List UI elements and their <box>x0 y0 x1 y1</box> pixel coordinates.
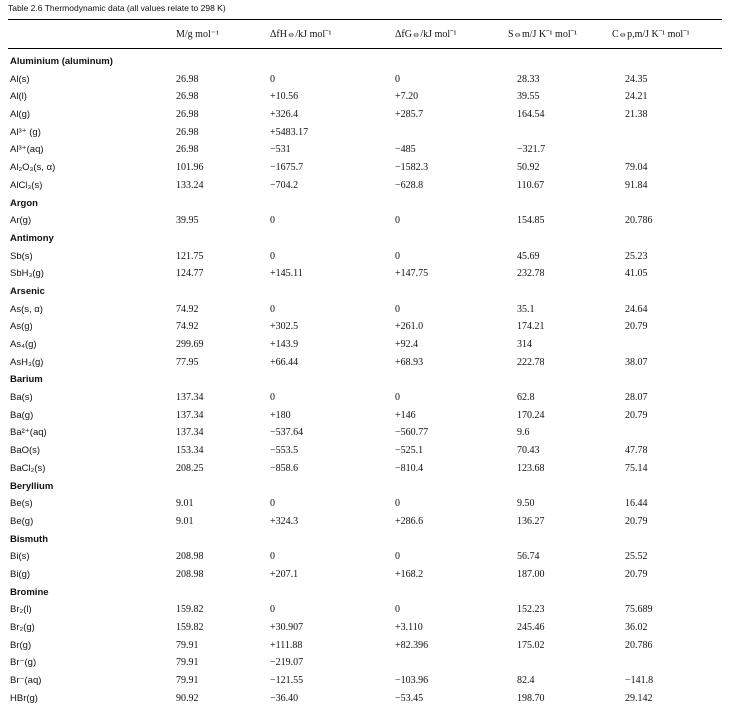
enthalpy-cell: +30.907 <box>270 622 304 633</box>
heat-capacity-cell: 91.84 <box>625 179 648 191</box>
element-group-heading: Beryllium <box>10 480 54 492</box>
enthalpy-cell: +111.88 <box>270 639 303 651</box>
gibbs-cell: −560.77 <box>395 427 429 439</box>
heat-capacity-cell: 25.52 <box>625 551 648 563</box>
entropy-cell: 9.6 <box>517 427 530 439</box>
table-row <box>0 212 730 230</box>
substance-cell: As(s, α) <box>10 303 43 315</box>
molar-mass-cell: 26.98 <box>176 91 199 103</box>
table-row <box>0 654 730 672</box>
heat-capacity-cell: 28.07 <box>625 392 648 404</box>
enthalpy-cell: 0 <box>270 551 275 563</box>
enthalpy-cell: −36.40 <box>270 692 299 704</box>
entropy-cell: 39.55 <box>517 91 540 103</box>
substance-cell: Al³⁺ (g) <box>10 126 41 138</box>
enthalpy-cell: 0 <box>270 73 275 85</box>
entropy-cell: 232.78 <box>517 268 545 280</box>
group-row <box>0 53 730 71</box>
heat-capacity-cell: 20.79 <box>625 568 648 580</box>
heat-capacity-cell: 36.02 <box>625 622 648 633</box>
table-row <box>0 265 730 283</box>
gibbs-cell: 0 <box>395 604 400 616</box>
substance-cell: Al₂O₃(s, α) <box>10 162 56 174</box>
gibbs-cell: +92.4 <box>395 339 419 350</box>
entropy-cell: 110.67 <box>517 179 545 191</box>
heat-capacity-cell: 24.64 <box>625 303 648 315</box>
entropy-cell: 45.69 <box>517 250 540 262</box>
gibbs-cell: +168.2 <box>395 568 424 580</box>
table-caption: Table 2.6 Thermodynamic data (all values relate to 298 K) <box>8 3 226 13</box>
element-group-heading: Bismuth <box>10 533 48 545</box>
table-row <box>0 177 730 195</box>
element-group-heading: Aluminium (aluminum) <box>10 56 113 67</box>
heat-capacity-cell: 75.14 <box>625 462 648 474</box>
molar-mass-cell: 26.98 <box>176 126 199 138</box>
molar-mass-cell: 9.01 <box>176 498 194 510</box>
heat-capacity-cell: 24.35 <box>625 73 648 85</box>
heat-capacity-cell: 38.07 <box>625 356 648 368</box>
substance-cell: BaCl₂(s) <box>10 462 46 474</box>
substance-cell: Br₂(l) <box>10 604 32 616</box>
table-row <box>0 301 730 319</box>
molar-mass-cell: 137.34 <box>176 409 204 421</box>
enthalpy-cell: −1675.7 <box>270 162 304 174</box>
gibbs-cell: 0 <box>395 215 400 227</box>
gibbs-cell: 0 <box>395 498 400 510</box>
enthalpy-cell: +145.11 <box>270 268 303 280</box>
gibbs-cell: +68.93 <box>395 356 424 368</box>
group-row <box>0 195 730 213</box>
molar-mass-cell: 159.82 <box>176 604 204 616</box>
entropy-cell: 164.54 <box>517 109 545 121</box>
enthalpy-cell: +66.44 <box>270 356 299 368</box>
gibbs-cell: −103.96 <box>395 675 429 687</box>
entropy-cell: 174.21 <box>517 321 545 333</box>
substance-cell: AsH₃(g) <box>10 356 44 368</box>
gibbs-cell: +146 <box>395 409 416 421</box>
gibbs-cell: +286.6 <box>395 515 424 527</box>
table-row <box>0 71 730 89</box>
enthalpy-cell: −219.07 <box>270 657 304 669</box>
substance-cell: HBr(g) <box>10 692 38 704</box>
molar-mass-cell: 208.98 <box>176 568 204 580</box>
substance-cell: Bi(s) <box>10 551 30 563</box>
enthalpy-cell: +180 <box>270 409 291 421</box>
entropy-cell: 28.33 <box>517 73 540 85</box>
molar-mass-cell: 137.34 <box>176 392 204 404</box>
table-row <box>0 672 730 690</box>
table-row <box>0 548 730 566</box>
enthalpy-cell: −537.64 <box>270 427 304 439</box>
enthalpy-cell: 0 <box>270 392 275 404</box>
enthalpy-cell: −531 <box>270 144 291 156</box>
enthalpy-cell: +326.4 <box>270 109 299 121</box>
table-row <box>0 159 730 177</box>
group-row <box>0 531 730 549</box>
gibbs-cell: +3.110 <box>395 622 423 633</box>
substance-cell: As(g) <box>10 321 33 333</box>
entropy-cell: 62.8 <box>517 392 535 404</box>
table-row <box>0 637 730 655</box>
molar-mass-cell: 26.98 <box>176 109 199 121</box>
substance-cell: Bi(g) <box>10 568 31 580</box>
gibbs-cell: −53.45 <box>395 692 424 704</box>
entropy-cell: 175.02 <box>517 639 545 651</box>
gibbs-cell: −810.4 <box>395 462 424 474</box>
molar-mass-cell: 121.75 <box>176 250 204 262</box>
header-enthalpy-formation: ΔfH⦵/kJ mol⁻¹ <box>270 29 332 40</box>
molar-mass-cell: 124.77 <box>176 268 204 280</box>
gibbs-cell: +7.20 <box>395 91 419 103</box>
molar-mass-cell: 133.24 <box>176 179 204 191</box>
gibbs-cell: +261.0 <box>395 321 424 333</box>
substance-cell: Be(s) <box>10 498 33 510</box>
substance-cell: AlCl₃(s) <box>10 179 43 191</box>
gibbs-cell: −525.1 <box>395 445 424 457</box>
heat-capacity-cell: −141.8 <box>625 675 654 687</box>
header-gibbs-formation: ΔfG⦵/kJ mol⁻¹ <box>395 29 457 40</box>
entropy-cell: 123.68 <box>517 462 545 474</box>
element-group-heading: Argon <box>10 197 38 209</box>
molar-mass-cell: 79.91 <box>176 675 199 687</box>
table-row <box>0 336 730 354</box>
table-row <box>0 619 730 637</box>
element-group-heading: Antimony <box>10 232 54 244</box>
substance-cell: BaO(s) <box>10 445 41 457</box>
group-row <box>0 478 730 496</box>
substance-cell: Br(g) <box>10 639 32 651</box>
group-row <box>0 371 730 389</box>
substance-cell: Br⁻(g) <box>10 657 37 669</box>
heat-capacity-cell: 29.142 <box>625 692 653 704</box>
enthalpy-cell: 0 <box>270 215 275 227</box>
heat-capacity-cell: 16.44 <box>625 498 648 510</box>
enthalpy-cell: 0 <box>270 498 275 510</box>
molar-mass-cell: 208.98 <box>176 551 204 563</box>
gibbs-cell: 0 <box>395 250 400 262</box>
heat-capacity-cell: 20.79 <box>625 515 648 527</box>
enthalpy-cell: −121.55 <box>270 675 304 687</box>
molar-mass-cell: 208.25 <box>176 462 204 474</box>
header-molar-entropy: S⦵m/J K⁻¹ mol⁻¹ <box>508 29 578 40</box>
substance-cell: Al(s) <box>10 73 30 85</box>
substance-cell: Br⁻(aq) <box>10 675 42 687</box>
molar-mass-cell: 26.98 <box>176 73 199 85</box>
molar-mass-cell: 39.95 <box>176 215 199 227</box>
group-row <box>0 230 730 248</box>
substance-cell: Sb(s) <box>10 250 33 262</box>
heat-capacity-cell: 24.21 <box>625 91 648 103</box>
entropy-cell: 152.23 <box>517 604 545 616</box>
enthalpy-cell: +143.9 <box>270 339 299 350</box>
gibbs-cell: +285.7 <box>395 109 424 121</box>
table-top-rule <box>8 19 722 20</box>
entropy-cell: 136.27 <box>517 515 545 527</box>
heat-capacity-cell: 20.786 <box>625 639 653 651</box>
substance-cell: Ba²⁺(aq) <box>10 427 47 439</box>
entropy-cell: 50.92 <box>517 162 540 174</box>
header-molar-mass: M/g mol⁻¹ <box>176 29 220 40</box>
enthalpy-cell: +302.5 <box>270 321 299 333</box>
element-group-heading: Bromine <box>10 586 49 598</box>
substance-cell: Al³⁺(aq) <box>10 144 44 156</box>
entropy-cell: 70.43 <box>517 445 540 457</box>
entropy-cell: 154.85 <box>517 215 545 227</box>
table-row <box>0 566 730 584</box>
table-row <box>0 389 730 407</box>
enthalpy-cell: 0 <box>270 303 275 315</box>
gibbs-cell: 0 <box>395 551 400 563</box>
gibbs-cell: +147.75 <box>395 268 429 280</box>
substance-cell: Al(l) <box>10 91 27 103</box>
header-rule <box>8 48 722 49</box>
heat-capacity-cell: 75.689 <box>625 604 653 616</box>
substance-cell: Ar(g) <box>10 215 32 227</box>
entropy-cell: −321.7 <box>517 144 546 156</box>
enthalpy-cell: +5483.17 <box>270 126 309 138</box>
heat-capacity-cell: 25.23 <box>625 250 648 262</box>
table-row <box>0 106 730 124</box>
heat-capacity-cell: 20.786 <box>625 215 653 227</box>
substance-cell: Ba(g) <box>10 409 34 421</box>
enthalpy-cell: +324.3 <box>270 515 299 527</box>
heat-capacity-cell: 20.79 <box>625 321 648 333</box>
molar-mass-cell: 26.98 <box>176 144 199 156</box>
entropy-cell: 198.70 <box>517 692 545 704</box>
element-group-heading: Barium <box>10 374 43 386</box>
enthalpy-cell: 0 <box>270 604 275 616</box>
gibbs-cell: 0 <box>395 73 400 85</box>
entropy-cell: 56.74 <box>517 551 540 563</box>
table-body <box>0 53 730 707</box>
heat-capacity-cell: 79.04 <box>625 162 648 174</box>
table-row <box>0 442 730 460</box>
gibbs-cell: 0 <box>395 392 400 404</box>
enthalpy-cell: −553.5 <box>270 445 299 457</box>
table-row <box>0 124 730 142</box>
heat-capacity-cell: 20.79 <box>625 409 648 421</box>
table-row <box>0 318 730 336</box>
substance-cell: Al(g) <box>10 109 31 121</box>
table-row <box>0 141 730 159</box>
enthalpy-cell: +207.1 <box>270 568 299 580</box>
heat-capacity-cell: 47.78 <box>625 445 648 457</box>
molar-mass-cell: 159.82 <box>176 622 204 633</box>
gibbs-cell: −628.8 <box>395 179 424 191</box>
group-row <box>0 283 730 301</box>
table-row <box>0 424 730 442</box>
table-row <box>0 354 730 372</box>
gibbs-cell: −1582.3 <box>395 162 429 174</box>
entropy-cell: 245.46 <box>517 622 545 633</box>
substance-cell: Ba(s) <box>10 392 33 404</box>
gibbs-cell: −485 <box>395 144 416 156</box>
molar-mass-cell: 74.92 <box>176 303 199 315</box>
molar-mass-cell: 299.69 <box>176 339 204 350</box>
substance-cell: Br₂(g) <box>10 622 35 633</box>
table-row <box>0 88 730 106</box>
substance-cell: Be(g) <box>10 515 34 527</box>
molar-mass-cell: 9.01 <box>176 515 194 527</box>
table-row <box>0 513 730 531</box>
entropy-cell: 187.00 <box>517 568 545 580</box>
table-row <box>0 407 730 425</box>
entropy-cell: 222.78 <box>517 356 545 368</box>
table-row <box>0 690 730 708</box>
table-row <box>0 460 730 478</box>
enthalpy-cell: −858.6 <box>270 462 299 474</box>
substance-cell: As₄(g) <box>10 339 37 350</box>
table-row <box>0 248 730 266</box>
entropy-cell: 314 <box>517 339 532 350</box>
element-group-heading: Arsenic <box>10 285 45 297</box>
entropy-cell: 170.24 <box>517 409 545 421</box>
group-row <box>0 584 730 602</box>
header-heat-capacity: C⦵p,m/J K⁻¹ mol⁻¹ <box>612 29 690 40</box>
heat-capacity-cell: 41.05 <box>625 268 648 280</box>
molar-mass-cell: 137.34 <box>176 427 204 439</box>
substance-cell: SbH₃(g) <box>10 268 44 280</box>
molar-mass-cell: 74.92 <box>176 321 199 333</box>
gibbs-cell: 0 <box>395 303 400 315</box>
molar-mass-cell: 90.92 <box>176 692 199 704</box>
gibbs-cell: +82.396 <box>395 639 429 651</box>
molar-mass-cell: 79.91 <box>176 639 199 651</box>
molar-mass-cell: 153.34 <box>176 445 204 457</box>
entropy-cell: 9.50 <box>517 498 535 510</box>
entropy-cell: 82.4 <box>517 675 535 687</box>
table-row <box>0 601 730 619</box>
molar-mass-cell: 101.96 <box>176 162 204 174</box>
enthalpy-cell: −704.2 <box>270 179 299 191</box>
enthalpy-cell: +10.56 <box>270 91 299 103</box>
entropy-cell: 35.1 <box>517 303 535 315</box>
molar-mass-cell: 77.95 <box>176 356 199 368</box>
heat-capacity-cell: 21.38 <box>625 109 648 121</box>
enthalpy-cell: 0 <box>270 250 275 262</box>
molar-mass-cell: 79.91 <box>176 657 199 669</box>
table-row <box>0 495 730 513</box>
